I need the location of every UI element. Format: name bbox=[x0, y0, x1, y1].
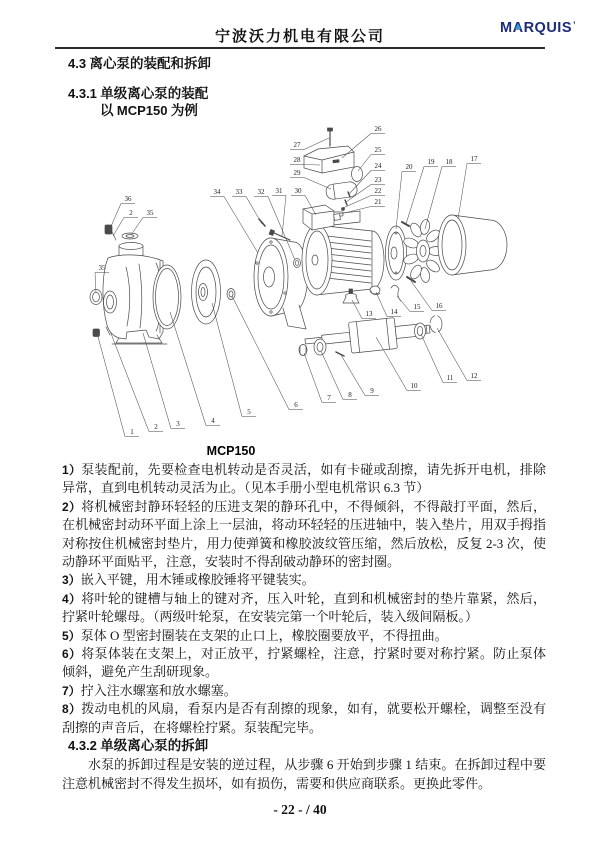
svg-text:30: 30 bbox=[294, 187, 302, 195]
terminal-box bbox=[303, 205, 340, 230]
svg-text:35: 35 bbox=[146, 209, 154, 217]
diffuser-disc bbox=[192, 260, 221, 324]
step-7-text: 拧入注水螺塞和放水螺塞。 bbox=[80, 682, 237, 698]
step-8 bbox=[62, 700, 546, 737]
step-1-text: 泵装配前，先要检查电机转动是否灵活，如有卡碰或刮擦，请先拆开电机，排除异常，直到电机转动灵活为止。（见本手册小型电机常识 6.3 节） bbox=[62, 462, 546, 496]
logo-letters-rest: RQUIS bbox=[523, 20, 572, 36]
svg-text:15: 15 bbox=[413, 303, 421, 311]
svg-text:3: 3 bbox=[176, 420, 180, 428]
svg-text:34: 34 bbox=[213, 188, 221, 196]
step-7 bbox=[62, 682, 546, 700]
svg-text:32: 32 bbox=[257, 188, 265, 196]
section-4-3-2 bbox=[62, 737, 546, 793]
step-3-number: 3） bbox=[62, 573, 81, 588]
assembly-steps bbox=[62, 461, 546, 737]
svg-text:10: 10 bbox=[410, 382, 418, 390]
logo-letter-a-triangle-icon: A bbox=[512, 20, 524, 36]
step-8-text: 拨动电机的风扇，看泵内是否有刮擦的现象，如有，就要松开螺栓，调整至没有刮擦的声音后，在将螺栓拧紧。泵装配完毕。 bbox=[62, 701, 546, 735]
svg-text:33: 33 bbox=[235, 188, 243, 196]
svg-text:12: 12 bbox=[470, 372, 478, 380]
fan-cover bbox=[438, 215, 507, 275]
logo-prime-mark: ’ bbox=[572, 20, 576, 30]
pin-part bbox=[112, 232, 116, 240]
step-4-number: 4） bbox=[62, 591, 82, 606]
svg-text:18: 18 bbox=[445, 158, 453, 166]
step-1 bbox=[62, 461, 546, 498]
logo-letter-m: M bbox=[499, 20, 513, 36]
step-4 bbox=[62, 590, 546, 627]
marquis-logo bbox=[500, 20, 576, 36]
step-7-number: 7） bbox=[62, 683, 81, 698]
svg-text:7: 7 bbox=[327, 394, 331, 402]
svg-text:25: 25 bbox=[374, 146, 382, 154]
svg-text:28: 28 bbox=[293, 156, 301, 164]
ball-bearing bbox=[314, 339, 326, 355]
svg-text:36: 36 bbox=[124, 195, 132, 203]
svg-text:8: 8 bbox=[348, 391, 352, 399]
step-5 bbox=[62, 627, 546, 645]
step-8-number: 8） bbox=[62, 702, 82, 717]
section-4-3-2-number: 4.3.2 bbox=[68, 738, 97, 753]
svg-text:16: 16 bbox=[435, 302, 443, 310]
section-4-3-1-number: 4.3.1 bbox=[68, 86, 97, 101]
svg-text:29: 29 bbox=[293, 169, 301, 177]
svg-text:11: 11 bbox=[446, 374, 454, 382]
small-o-ring bbox=[352, 167, 363, 182]
cooling-fan bbox=[402, 219, 443, 283]
circlip bbox=[430, 316, 442, 333]
svg-text:4: 4 bbox=[211, 417, 215, 425]
svg-text:21: 21 bbox=[374, 198, 382, 206]
step-4-text: 将叶轮的键槽与轴上的键对齐，压入叶轮，直到和机械密封的垫片靠紧，然后，拧紧叶轮螺母。（两级叶轮泵，在安装完第一个叶轮后，装入级间隔板。） bbox=[62, 590, 546, 625]
svg-text:6: 6 bbox=[294, 401, 298, 409]
svg-text:14: 14 bbox=[390, 308, 398, 316]
step-6 bbox=[62, 645, 546, 682]
step-2 bbox=[62, 498, 546, 572]
subtitle-model: MCP150 bbox=[116, 103, 168, 118]
exploded-view-diagram bbox=[0, 105, 600, 465]
svg-text:23: 23 bbox=[374, 176, 382, 184]
support-bracket bbox=[254, 238, 308, 329]
step-3 bbox=[62, 571, 546, 589]
shaft-washer bbox=[415, 323, 426, 339]
section-4-3-2-title: 单级离心泵的拆卸 bbox=[100, 738, 209, 753]
section-4-3-2-heading bbox=[68, 737, 546, 755]
shaft-bushing bbox=[227, 289, 235, 300]
diagram-caption: MCP150 bbox=[206, 444, 256, 458]
gasket-o-ring bbox=[153, 265, 181, 329]
svg-text:31: 31 bbox=[275, 187, 283, 195]
subtitle-suffix: 为例 bbox=[167, 103, 198, 118]
svg-text:1: 1 bbox=[130, 428, 134, 436]
bearing-plate bbox=[386, 226, 407, 280]
svg-text:2: 2 bbox=[129, 209, 133, 217]
step-5-number: 5） bbox=[62, 628, 81, 643]
terminal-box-cover bbox=[304, 146, 354, 173]
subtitle-prefix: 以 bbox=[100, 103, 117, 118]
svg-text:22: 22 bbox=[374, 187, 382, 195]
page-number: - 22 - / 40 bbox=[273, 802, 327, 817]
header-divider bbox=[55, 47, 545, 49]
step-2-number: 2） bbox=[62, 499, 82, 514]
svg-text:9: 9 bbox=[370, 387, 374, 395]
section-4-3-1-title: 单级离心泵的装配 bbox=[100, 86, 209, 101]
svg-text:17: 17 bbox=[470, 155, 478, 163]
svg-text:27: 27 bbox=[293, 141, 301, 149]
step-6-number: 6） bbox=[62, 647, 82, 662]
section-4-3-2-body: 水泵的拆卸过程是安装的逆过程，从步骤 6 开始到步骤 1 结束。在拆卸过程中要注意机械密封不得发生损坏，如有损伤，需要和供应商联系。更换此零件。 bbox=[62, 757, 546, 791]
step-1-number: 1） bbox=[62, 463, 82, 477]
svg-text:19: 19 bbox=[427, 158, 435, 166]
svg-text:26: 26 bbox=[374, 125, 382, 133]
svg-text:24: 24 bbox=[374, 162, 382, 170]
step-3-text: 嵌入平键，用木锤或橡胶锤将平键装实。 bbox=[80, 572, 315, 588]
section-4-3-number: 4.3 bbox=[68, 56, 87, 71]
svg-text:13: 13 bbox=[365, 310, 373, 318]
page-header-company: 宁波沃力机电有限公司 bbox=[214, 29, 385, 45]
washer-part bbox=[122, 233, 138, 239]
svg-text:20: 20 bbox=[405, 163, 413, 171]
section-4-3-heading bbox=[68, 52, 211, 72]
svg-text:2: 2 bbox=[154, 423, 158, 431]
step-5-text: 泵体 O 型密封圈装在支架的止口上，橡胶圈要放平，不得扭曲。 bbox=[80, 627, 448, 643]
step-2-text: 将机械密封静环轻轻的压进支架的静环孔中，不得倾斜，不得敲打平面，然后，在机械密封动环平面上涂上一层油，将动环轻轻的压进轴中，装入垫片，用双手拇指对称按住机械密封垫片，用力使弹簧和橡胶波纹管压缩，然后放松，反复 2-3 次，使动静环平面贴平，注意，安装时不得刮破动静环的密封圈。 bbox=[62, 498, 546, 570]
step-6-text: 将泵体装在支架上，对正放平，拧紧螺栓，注意，拧紧时要对称拧紧。防止泵体倾斜，避免产生刮研现象。 bbox=[62, 646, 546, 680]
svg-text:5: 5 bbox=[247, 408, 251, 416]
section-4-3-title: 离心泵的装配和拆卸 bbox=[89, 56, 211, 71]
svg-text:35: 35 bbox=[98, 264, 106, 272]
